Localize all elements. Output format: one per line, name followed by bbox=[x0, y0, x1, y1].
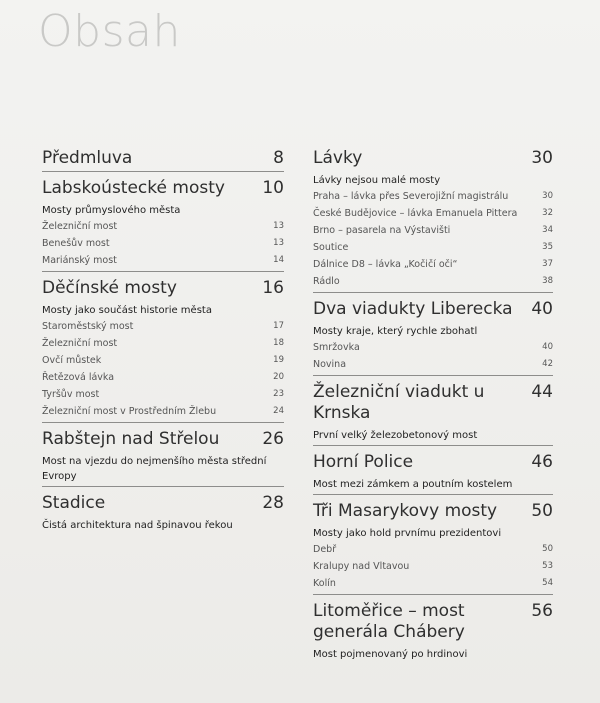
toc-entry-page: 30 bbox=[542, 191, 553, 201]
toc-section-page: 50 bbox=[531, 501, 553, 521]
toc-section-header[interactable] bbox=[313, 501, 553, 522]
toc-entry[interactable] bbox=[313, 205, 553, 222]
toc-entry-label: Soutice bbox=[313, 242, 349, 253]
toc-entry-label: Kolín bbox=[313, 578, 336, 589]
toc-section-title: Litoměřice – most generála Chábery bbox=[313, 601, 465, 642]
toc-entry[interactable] bbox=[42, 235, 284, 252]
toc-section-subtitle: Most pojmenovaný po hrdinovi bbox=[313, 649, 468, 660]
toc-entry[interactable] bbox=[313, 273, 553, 290]
toc-entry[interactable] bbox=[313, 188, 553, 205]
toc-entry-page: 17 bbox=[273, 321, 284, 331]
toc-entry-label: Tyršův most bbox=[42, 389, 100, 400]
toc-entry[interactable] bbox=[313, 339, 553, 356]
toc-entry-page: 40 bbox=[542, 342, 553, 352]
toc-section-title: Lávky bbox=[313, 148, 363, 168]
toc-entry-page: 50 bbox=[542, 544, 553, 554]
toc-entry-label: Staroměstský most bbox=[42, 321, 134, 332]
toc-entry-label: Ovčí můstek bbox=[42, 355, 102, 366]
toc-entry-label: Praha – lávka přes Severojižní magistrálu bbox=[313, 191, 509, 202]
toc-section-subtitle: Mosty průmyslového města bbox=[42, 205, 181, 216]
toc-entry-page: 20 bbox=[273, 372, 284, 382]
toc-section bbox=[313, 601, 553, 664]
toc-entry[interactable] bbox=[42, 318, 284, 335]
toc-entry-page: 35 bbox=[542, 242, 553, 252]
toc-section-title: Dva viadukty Liberecka bbox=[313, 299, 513, 319]
page-title: Obsah bbox=[38, 6, 181, 57]
toc-section bbox=[313, 299, 553, 376]
toc-entry-page: 54 bbox=[542, 578, 553, 588]
toc-entry[interactable] bbox=[313, 575, 553, 592]
toc-section-page: 46 bbox=[531, 452, 553, 472]
toc-section-page: 26 bbox=[262, 429, 284, 449]
toc-section bbox=[313, 382, 553, 446]
toc-section-header[interactable] bbox=[313, 452, 553, 473]
toc-section bbox=[42, 429, 284, 487]
toc-section-page: 28 bbox=[262, 493, 284, 513]
toc-section bbox=[42, 493, 284, 535]
toc-entry-page: 24 bbox=[273, 406, 284, 416]
toc-section-subtitle: Most na vjezdu do nejmenšího města střední Evropy bbox=[42, 456, 267, 482]
toc-entry[interactable] bbox=[313, 541, 553, 558]
toc-entry-page: 42 bbox=[542, 359, 553, 369]
toc-entry-page: 23 bbox=[273, 389, 284, 399]
toc-entry-label: Železniční most bbox=[42, 338, 118, 349]
toc-section bbox=[313, 501, 553, 595]
toc-section-title: Rabštejn nad Střelou bbox=[42, 429, 220, 449]
toc-section bbox=[313, 452, 553, 495]
toc-entry-page: 14 bbox=[273, 255, 284, 265]
toc-entry-label: Železniční most v Prostředním Žlebu bbox=[42, 406, 217, 417]
toc-entry[interactable] bbox=[42, 335, 284, 352]
toc-entry[interactable] bbox=[313, 222, 553, 239]
toc-section-page: 56 bbox=[531, 601, 553, 621]
toc-section-title: Tři Masarykovy mosty bbox=[313, 501, 498, 521]
toc-section-header[interactable] bbox=[42, 429, 284, 450]
toc-section bbox=[42, 278, 284, 423]
toc-section-page: 40 bbox=[531, 299, 553, 319]
toc-section bbox=[313, 148, 553, 293]
toc-section-subtitle: Lávky nejsou malé mosty bbox=[313, 175, 441, 186]
toc-section-page: 10 bbox=[262, 178, 284, 198]
toc-section-header[interactable] bbox=[42, 178, 284, 199]
toc-section-header[interactable] bbox=[42, 148, 284, 169]
toc-entry-page: 13 bbox=[273, 221, 284, 231]
toc-entry-page: 13 bbox=[273, 238, 284, 248]
toc-section-subtitle: Mosty jako hold prvnímu prezidentovi bbox=[313, 528, 502, 539]
toc-entry-page: 34 bbox=[542, 225, 553, 235]
toc-section-subtitle: Mosty jako součást historie města bbox=[42, 305, 212, 316]
toc-entry-label: Kralupy nad Vltavou bbox=[313, 561, 410, 572]
toc-section-title: Stadice bbox=[42, 493, 106, 513]
toc-entry-label: Novina bbox=[313, 359, 347, 370]
toc-section-header[interactable] bbox=[313, 148, 553, 169]
toc-entry-label: České Budějovice – lávka Emanuela Pittera bbox=[313, 208, 518, 219]
toc-entry-page: 37 bbox=[542, 259, 553, 269]
toc-section-page: 16 bbox=[262, 278, 284, 298]
toc-section-page: 8 bbox=[273, 148, 284, 168]
toc-section-subtitle: Čistá architektura nad špinavou řekou bbox=[42, 520, 233, 531]
toc-entry-page: 18 bbox=[273, 338, 284, 348]
toc-entry[interactable] bbox=[313, 256, 553, 273]
toc-entry-label: Brno – pasarela na Výstavišti bbox=[313, 225, 451, 236]
toc-entry[interactable] bbox=[42, 403, 284, 420]
toc-entry-label: Benešův most bbox=[42, 238, 110, 249]
toc-section-header[interactable] bbox=[313, 299, 553, 320]
toc-section-header[interactable] bbox=[42, 278, 284, 299]
toc-section-title: Děčínské mosty bbox=[42, 278, 177, 298]
toc-entry-label: Řetězová lávka bbox=[42, 372, 115, 383]
toc-entry[interactable] bbox=[313, 356, 553, 373]
toc-column-right bbox=[313, 148, 553, 670]
toc-section-title: Labskoústecké mosty bbox=[42, 178, 225, 198]
toc-entry-page: 38 bbox=[542, 276, 553, 286]
toc-entry-label: Železniční most bbox=[42, 221, 118, 232]
toc-section-subtitle: První velký železobetonový most bbox=[313, 430, 478, 441]
toc-entry[interactable] bbox=[313, 239, 553, 256]
toc-entry[interactable] bbox=[42, 218, 284, 235]
toc-column-left bbox=[42, 148, 284, 541]
toc-section-subtitle: Mosty kraje, který rychle zbohatl bbox=[313, 326, 478, 337]
toc-section-title: Železniční viadukt u Krnska bbox=[313, 382, 485, 423]
toc-entry-label: Debř bbox=[313, 544, 337, 555]
toc-section-page: 44 bbox=[531, 382, 553, 402]
toc-entry[interactable] bbox=[42, 352, 284, 369]
toc-entry[interactable] bbox=[42, 369, 284, 386]
toc-entry-label: Dálnice D8 – lávka „Kočičí oči“ bbox=[313, 259, 458, 270]
toc-section-header[interactable] bbox=[313, 382, 553, 424]
toc-section-header[interactable] bbox=[313, 601, 553, 643]
toc-section-subtitle: Most mezi zámkem a poutním kostelem bbox=[313, 479, 513, 490]
toc-entry[interactable] bbox=[42, 386, 284, 403]
toc-entry-label: Rádlo bbox=[313, 276, 340, 287]
toc-entry-label: Smržovka bbox=[313, 342, 360, 353]
toc-section-page: 30 bbox=[531, 148, 553, 168]
toc-section-title: Horní Police bbox=[313, 452, 414, 472]
toc-section bbox=[42, 148, 284, 172]
toc-entry-page: 19 bbox=[273, 355, 284, 365]
toc-entry-page: 53 bbox=[542, 561, 553, 571]
toc-section-header[interactable] bbox=[42, 493, 284, 514]
toc-entry-page: 32 bbox=[542, 208, 553, 218]
toc-entry[interactable] bbox=[313, 558, 553, 575]
toc-section-title: Předmluva bbox=[42, 148, 133, 168]
toc-section bbox=[42, 178, 284, 272]
toc-entry[interactable] bbox=[42, 252, 284, 269]
toc-entry-label: Mariánský most bbox=[42, 255, 117, 266]
